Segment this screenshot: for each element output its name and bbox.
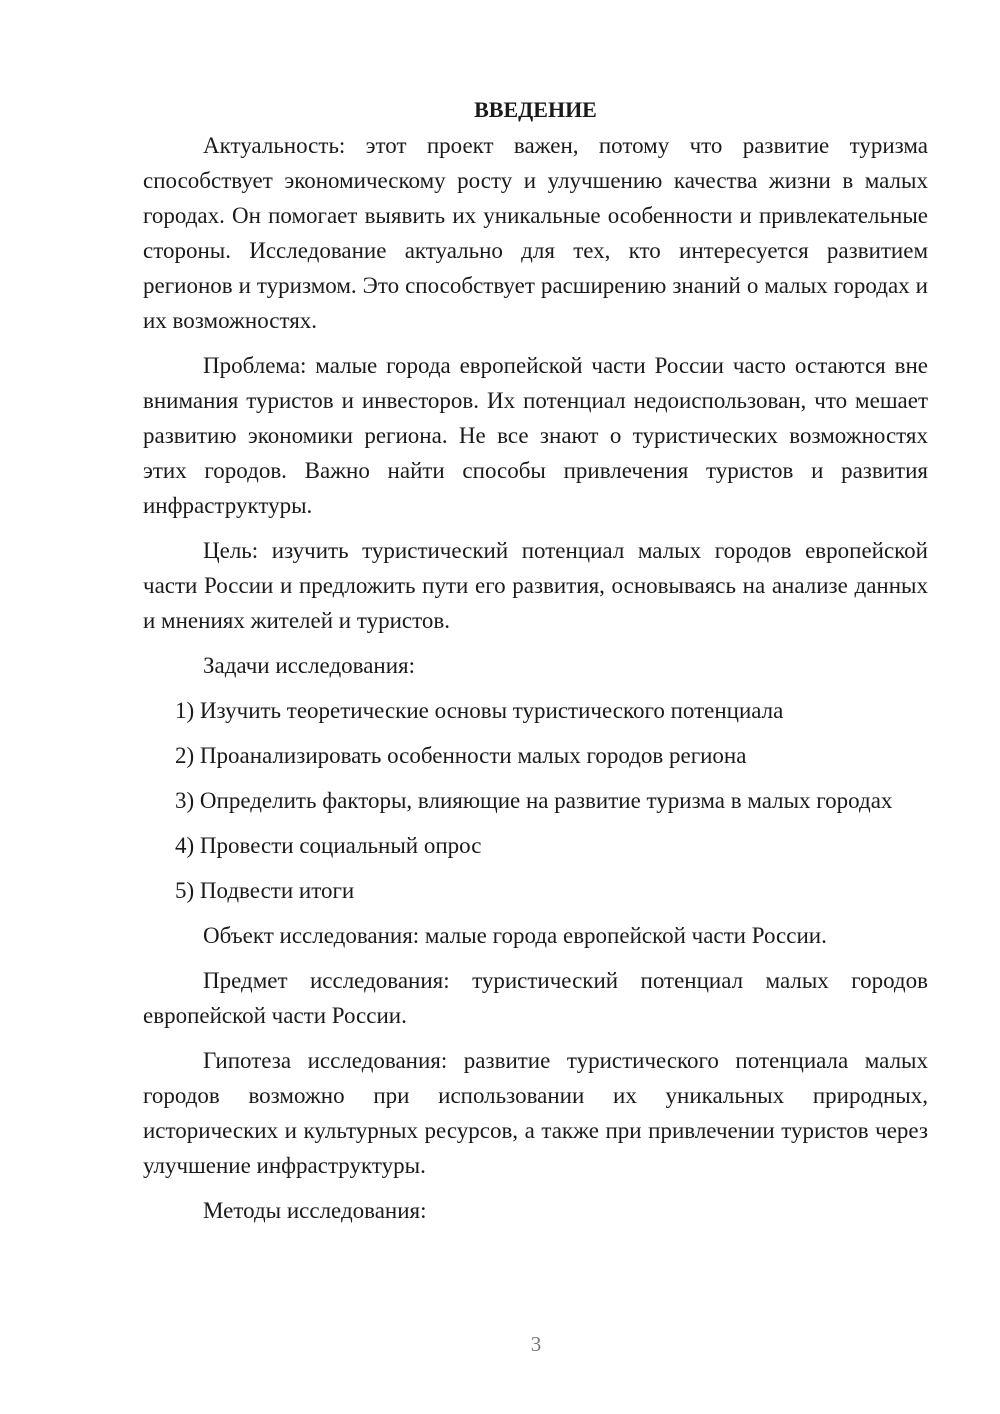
task-item: 3) Определить факторы, влияющие на развитие туризма в малых городах (175, 788, 893, 813)
subject-paragraph: Предмет исследования: туристический потенциал малых городов европейской части России. (143, 968, 928, 1028)
page-number: 3 (530, 1332, 542, 1356)
methods-heading: Методы исследования: (203, 1198, 427, 1223)
tasks-heading: Задачи исследования: (203, 653, 416, 678)
object-paragraph: Объект исследования: малые города европейской части России. (203, 923, 827, 948)
section-title: ВВЕДЕНИЕ (474, 97, 597, 122)
hypothesis-paragraph: Гипотеза исследования: развитие туристического потенциала малых городов возможно при использовании их уникальных природных, исторических и культурных ресурсов, а также при привлечении туристов через улучшение инфраструктуры. (143, 1048, 928, 1178)
relevance-paragraph: Актуальность: этот проект важен, потому что развитие туризма способствует экономическому росту и улучшению качества жизни в малых городах. Он помогает выявить их уникальные особенности и привлекательные стороны. Исследование актуально для тех, кто интересуется развитием регионов и туризмом. Это способствует расширению знаний о малых городах и их возможностях. (143, 133, 928, 333)
goal-paragraph: Цель: изучить туристический потенциал малых городов европейской части России и предложить пути его развития, основываясь на анализе данных и мнениях жителей и туристов. (143, 538, 928, 633)
task-item: 5) Подвести итоги (175, 878, 355, 903)
tasks-list (143, 693, 928, 908)
task-item: 4) Провести социальный опрос (175, 833, 482, 858)
problem-paragraph: Проблема: малые города европейской части России часто остаются вне внимания туристов и инвесторов. Их потенциал недоиспользован, что мешает развитию экономики региона. Не все знают о туристических возможностях этих городов. Важно найти способы привлечения туристов и развития инфраструктуры. (143, 353, 928, 518)
task-item: 2) Проанализировать особенности малых городов региона (175, 743, 747, 768)
page-content (143, 92, 928, 1238)
task-item: 1) Изучить теоретические основы туристического потенциала (175, 698, 784, 723)
